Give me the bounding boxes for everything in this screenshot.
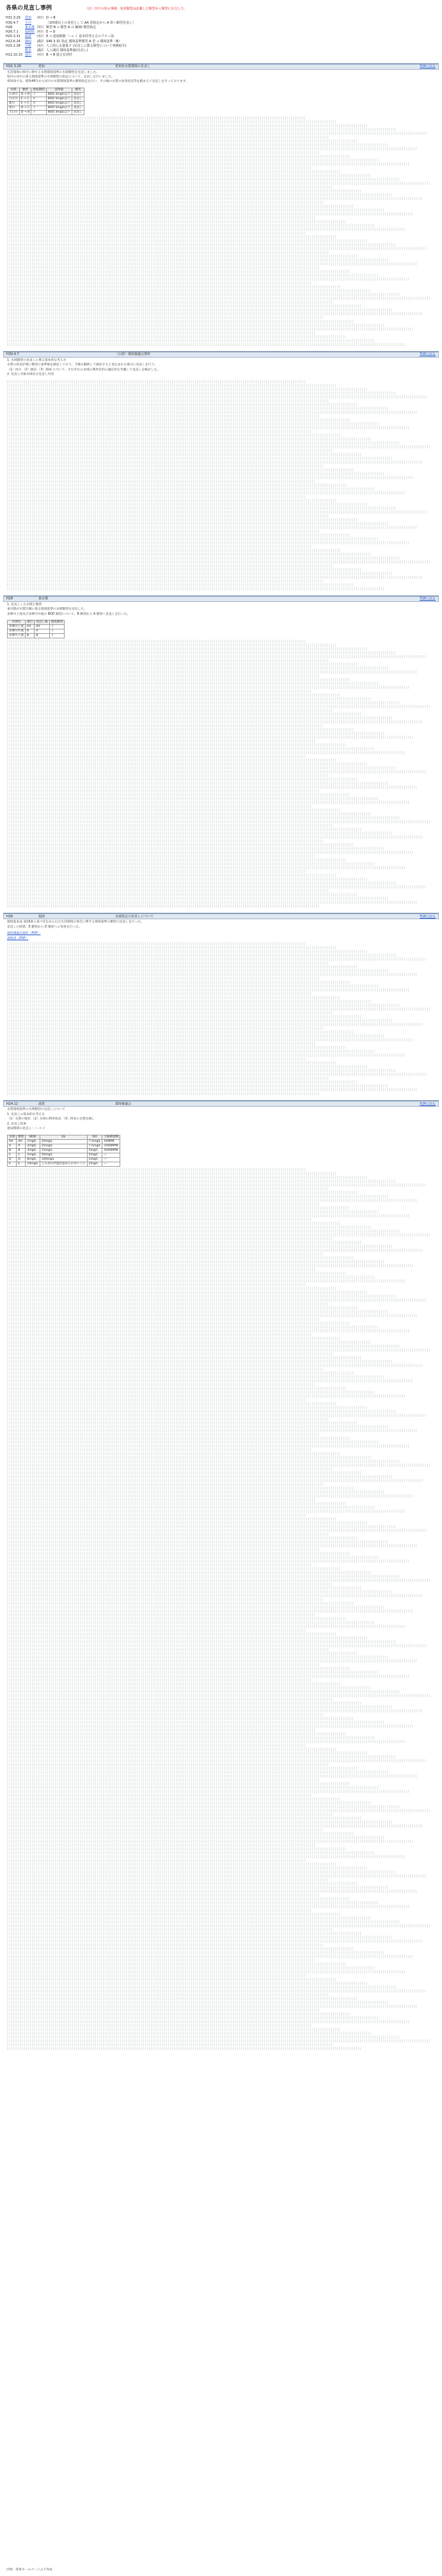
table-cell: イ bbox=[49, 625, 64, 629]
table-row bbox=[8, 97, 84, 101]
document-link[interactable]: 諮問書（PDF） bbox=[7, 937, 29, 941]
table-cell: 1mg/L bbox=[26, 1139, 40, 1144]
section-title: （公財）環境審議会資料 bbox=[115, 352, 151, 357]
table-cell: A bbox=[8, 1144, 17, 1148]
index-change: D → B bbox=[46, 16, 56, 20]
text-block bbox=[3, 942, 439, 1095]
index-date: H12.10.15 bbox=[6, 53, 23, 58]
index-pref[interactable]: 静岡 bbox=[25, 39, 32, 43]
table-cell: BOD 3mg/L以下 bbox=[46, 110, 72, 115]
table-cell: 3mg/L bbox=[26, 1148, 40, 1153]
table-cell: AA bbox=[8, 1139, 17, 1144]
index-date: H31.3.29 bbox=[6, 16, 20, 20]
section-header bbox=[3, 596, 439, 602]
section-body bbox=[3, 919, 439, 931]
table-cell: 25mg/L bbox=[40, 1148, 87, 1153]
table-cell: イ bbox=[49, 629, 64, 634]
index-water: 河川 bbox=[37, 53, 44, 58]
table-row bbox=[8, 625, 65, 629]
section-body bbox=[3, 358, 439, 379]
index-pref[interactable]: 小川 bbox=[25, 20, 32, 25]
index-date: H22.6.24 bbox=[6, 39, 20, 43]
section-pref: 東京都 bbox=[38, 597, 49, 601]
section-paragraph: 環境基本法 第16条に基づき定められた生活環境の保全に関する環境基準の類型の見直しを行った。 bbox=[7, 921, 144, 924]
table-cell: 見直し bbox=[72, 110, 84, 115]
table-row bbox=[8, 634, 65, 638]
table-cell: — bbox=[102, 1153, 120, 1157]
section-top[interactable]: TOPに戻る bbox=[419, 64, 436, 68]
index-row[interactable] bbox=[6, 16, 138, 20]
section-body bbox=[3, 1107, 439, 1133]
index-pref[interactable]: 熊本 bbox=[25, 49, 32, 52]
table-cell: AA bbox=[17, 1139, 26, 1144]
section-paragraph: 1. 水域類型の見直しに係る基本的な考え方 bbox=[7, 358, 67, 362]
index-date bbox=[6, 49, 25, 53]
table-header-cell: 類型 bbox=[19, 88, 31, 92]
index-row[interactable] bbox=[6, 26, 138, 30]
index-pref[interactable]: 兵庫 bbox=[25, 43, 32, 48]
section-top[interactable]: TOPに戻る bbox=[419, 597, 436, 601]
table-cell: D bbox=[17, 1157, 26, 1162]
table-cell: D bbox=[8, 1157, 17, 1162]
table-cell: 見直し bbox=[72, 106, 84, 110]
table-cell: 天白川 bbox=[8, 110, 20, 115]
table-cell: 5mg/L bbox=[26, 1153, 40, 1157]
index-water: 河川 bbox=[37, 35, 44, 39]
table-cell: ロ bbox=[31, 97, 46, 101]
table-row bbox=[8, 629, 65, 634]
table-cell: BOD 5mg/L以下 bbox=[46, 97, 72, 101]
index-water: 河川 bbox=[37, 16, 44, 20]
index-date: H26.7.1 bbox=[6, 30, 19, 34]
index-change: 類型 B → 類型 A の BOD 類型指定 bbox=[46, 25, 97, 29]
table-cell: イ bbox=[31, 106, 46, 110]
table-header-cell: 達成期間 bbox=[49, 620, 64, 625]
case-section bbox=[3, 1100, 439, 2050]
table-header-cell: 水域 bbox=[8, 88, 20, 92]
table-cell: イ bbox=[31, 110, 46, 115]
table-cell: E → C bbox=[19, 97, 31, 101]
section-paragraph: （1）水質の現状 （2）水域の利用状況 （3）将来の水質見通し bbox=[7, 1118, 95, 1121]
page-title: 各県の見直し事例 bbox=[6, 5, 52, 12]
section-top[interactable]: TOPに戻る bbox=[419, 1102, 436, 1106]
table-header-cell: 類型 bbox=[17, 1135, 26, 1139]
table-cell: D → B bbox=[19, 110, 31, 115]
text-block bbox=[3, 116, 439, 346]
table-cell: イ bbox=[31, 92, 46, 97]
section-paragraph: 生活環境の保全に関する水質環境基準の水域類型を見直しました。 bbox=[7, 70, 99, 74]
index-pref[interactable]: 富山 bbox=[25, 53, 32, 58]
index-row[interactable] bbox=[6, 21, 138, 26]
section-paragraph: 東京都が水質汚濁に係る環境基準の水域類型を見直した。 bbox=[7, 608, 87, 612]
table-cell: イ bbox=[49, 634, 64, 638]
section-paragraph: 水質の状況が現に類型の基準値を満足しており、今後も継続して満足すると見込まれる場合に見直しを行う。 bbox=[7, 363, 158, 367]
table-row bbox=[8, 92, 84, 97]
index-table bbox=[6, 16, 138, 58]
section-paragraph: 水質環境基準の水域類型の見直しについて bbox=[7, 1108, 66, 1112]
footer-note: 出典：各県ホームページより作成 bbox=[6, 2568, 52, 2572]
table-row bbox=[8, 1162, 120, 1166]
table-row bbox=[8, 1139, 120, 1144]
index-change: E → D bbox=[46, 30, 56, 34]
table-cell: ロ bbox=[31, 101, 46, 106]
case-section bbox=[3, 913, 439, 1095]
table-cell: 2mg/L bbox=[87, 1157, 102, 1162]
table-row bbox=[8, 1144, 120, 1148]
table-cell: D → C bbox=[19, 106, 31, 110]
document-link[interactable]: 環境審議会資料（PDF） bbox=[7, 932, 41, 936]
section-paragraph: 2. 見直し対象水域及び見直し内容 bbox=[7, 373, 54, 377]
table-cell: 5mg/L bbox=[87, 1148, 102, 1153]
section-table bbox=[7, 1135, 120, 1167]
case-section bbox=[3, 63, 439, 346]
table-cell: 五条川 bbox=[8, 92, 20, 97]
table-header-cell: 水域 bbox=[8, 1135, 17, 1139]
index-water: 湖沼 bbox=[37, 49, 44, 52]
index-change: S46.3.31 指定 環境基準類型 A 型 → 環境基準（B） bbox=[46, 39, 122, 43]
table-cell: 新川 bbox=[8, 101, 20, 106]
index-water: 湖沼 bbox=[37, 39, 44, 43]
section-date: H31.3.29 bbox=[6, 64, 21, 68]
table-cell: B bbox=[17, 1148, 26, 1153]
section-top[interactable]: TOPに戻る bbox=[419, 914, 436, 919]
index-pref[interactable]: 滋賀 bbox=[25, 35, 32, 39]
index-pref[interactable]: 東京都 bbox=[25, 25, 35, 29]
index-pref[interactable]: 愛知 bbox=[25, 16, 32, 20]
section-top[interactable]: TOPに戻る bbox=[419, 352, 436, 357]
section-date: H24.12 bbox=[6, 1102, 19, 1106]
index-row[interactable] bbox=[6, 53, 138, 58]
table-header-cell: 基準値 bbox=[46, 88, 72, 92]
table-cell: 見直し bbox=[72, 101, 84, 106]
table-header-cell: 見直し後 bbox=[35, 620, 49, 625]
section-pref: 愛知 bbox=[38, 64, 45, 68]
index-change: E → 達成期間 ハ → イ 基本的考え方のフロー図 bbox=[46, 35, 114, 39]
table-cell: BOD 5mg/L以下 bbox=[46, 101, 72, 106]
table-header-cell: 備考 bbox=[72, 88, 84, 92]
table-cell: 日光川 bbox=[8, 97, 20, 101]
table-cell: B bbox=[8, 1148, 17, 1153]
section-header bbox=[3, 1101, 439, 1107]
table-header-cell: 大腸菌群数 bbox=[102, 1135, 120, 1139]
section-date: H28 bbox=[6, 597, 13, 601]
text-block bbox=[3, 380, 439, 590]
index-pref[interactable]: 福岡県 bbox=[25, 30, 35, 34]
table-cell: 見直し bbox=[72, 97, 84, 101]
table-cell: 2mg/L bbox=[26, 1144, 40, 1148]
table-cell: C bbox=[17, 1153, 26, 1157]
table-cell: 25mg/L bbox=[40, 1144, 87, 1148]
section-header bbox=[3, 352, 439, 358]
table-row bbox=[8, 101, 84, 106]
index-date: H15.2.28 bbox=[6, 43, 20, 48]
table-cell: 5000MPN bbox=[102, 1148, 120, 1153]
table-cell: 25mg/L bbox=[40, 1139, 87, 1144]
table-cell: 50mg/L bbox=[40, 1153, 87, 1157]
section-paragraph: 1. 見直しの基本的な考え方 bbox=[7, 1112, 45, 1116]
table-cell: — bbox=[102, 1157, 120, 1162]
section-paragraph: （1）河川 （2）湖沼 （3）海域 について、それぞれの水域の利用目的の適応性を考慮して見直しを検討した。 bbox=[7, 368, 160, 372]
table-cell: B bbox=[35, 634, 49, 638]
index-date: H28 bbox=[6, 25, 13, 29]
index-row[interactable] bbox=[6, 44, 138, 49]
section-paragraph: 愛知県では、昭和46年から河川の水質環境基準の類型指定を行い、その後の水質の改善状況等を踏まえて見直しを行っております。 bbox=[7, 80, 189, 84]
table-cell: E → C bbox=[19, 101, 31, 106]
table-cell: 多摩川中流 bbox=[8, 629, 26, 634]
index-change: （1時間以上の変更として AA 県指定から A 県へ類型見直し） bbox=[46, 20, 136, 25]
table-cell: AA bbox=[35, 625, 49, 629]
index-water: 河川 bbox=[37, 25, 44, 29]
index-water: 河川 bbox=[37, 30, 44, 34]
table-row bbox=[8, 110, 84, 115]
table-row bbox=[8, 106, 84, 110]
section-title: 環境審議会 bbox=[115, 1102, 132, 1106]
table-cell: 2mg/L bbox=[87, 1162, 102, 1166]
section-header bbox=[3, 913, 439, 919]
case-section bbox=[3, 596, 439, 908]
index-date: H25.3.31 bbox=[6, 35, 20, 39]
section-paragraph: 2. 見直し結果 bbox=[7, 1122, 27, 1126]
table-cell: A bbox=[17, 1144, 26, 1148]
table-cell: 境川 bbox=[8, 106, 20, 110]
index-water: 河川 bbox=[37, 43, 44, 48]
table-cell: BOD 5mg/L以下 bbox=[46, 106, 72, 110]
table-cell: — bbox=[102, 1162, 120, 1166]
table-cell: ごみ等の浮遊が認められないこと bbox=[40, 1162, 87, 1166]
section-date: H26 bbox=[6, 914, 13, 919]
section-date: H30.4.7 bbox=[6, 352, 19, 357]
text-block bbox=[3, 1168, 439, 2050]
table-cell: 7.5mg/L bbox=[87, 1144, 102, 1148]
section-body bbox=[3, 602, 439, 619]
table-row bbox=[8, 1153, 120, 1157]
table-header-cell: BOD bbox=[26, 1135, 40, 1139]
section-paragraph: 見直しの結果、E 類型から D 類型への変更を行った。 bbox=[7, 925, 82, 929]
table-header-cell: DO bbox=[87, 1135, 102, 1139]
table-cell: 5mg/L bbox=[87, 1153, 102, 1157]
table-cell: E bbox=[17, 1162, 26, 1166]
case-section bbox=[3, 351, 439, 590]
index-date: H30.4.7 bbox=[6, 20, 19, 25]
index-change: 人工湖沼 環境基準値(見直し) bbox=[46, 49, 88, 52]
index-row[interactable] bbox=[6, 35, 138, 39]
section-paragraph: 多摩川上流及び多摩川中流の BOD 類型について、B 類型から A 類型へ見直しを行った。 bbox=[7, 612, 130, 616]
index-row[interactable] bbox=[6, 40, 138, 44]
table-cell: E bbox=[8, 1162, 17, 1166]
section-pref: 滋賀 bbox=[38, 1102, 45, 1106]
table-header-cell: SS bbox=[40, 1135, 87, 1139]
index-change: 人工的に水量低下 (見直しに係る類型について事例紹介) bbox=[46, 43, 127, 48]
index-water bbox=[37, 21, 46, 26]
section-paragraph: 1. 見直しした水域と類型 bbox=[7, 603, 42, 606]
section-title: 水域指定の見直しについて bbox=[115, 914, 154, 919]
section-paragraph: 県内の河川に係る環境基準の水域類型の指定について、見直しを行いました。 bbox=[7, 75, 114, 79]
section-paragraph: 達成期間の見直し：ハ → イ bbox=[7, 1127, 45, 1131]
table-cell: 50MPN bbox=[102, 1139, 120, 1144]
section-table bbox=[7, 620, 65, 638]
table-header-cell: 現行 bbox=[25, 620, 34, 625]
section-pref: 福岡 bbox=[38, 914, 45, 919]
table-cell: 8mg/L bbox=[26, 1157, 40, 1162]
table-cell: 7.5mg/L bbox=[87, 1139, 102, 1144]
table-cell: AA bbox=[25, 625, 34, 629]
table-cell: 10mg/L bbox=[26, 1162, 40, 1166]
table-cell: D → B bbox=[19, 92, 31, 97]
table-header-cell: 水域名 bbox=[8, 620, 26, 625]
table-cell: A bbox=[35, 629, 49, 634]
table-row bbox=[8, 1148, 120, 1153]
table-cell: 100mg/L bbox=[40, 1157, 87, 1162]
table-cell: BOD 3mg/L以下 bbox=[46, 92, 72, 97]
index-change: B → B 提言有効性 bbox=[46, 53, 72, 58]
table-cell: 多摩川上流 bbox=[8, 625, 26, 629]
table-cell: B bbox=[25, 629, 34, 634]
text-block bbox=[3, 640, 439, 908]
table-row bbox=[8, 1157, 120, 1162]
section-title: 愛知県水質環境の見直し bbox=[115, 64, 151, 68]
section-body bbox=[3, 70, 439, 86]
table-cell: C bbox=[8, 1153, 17, 1157]
section-table bbox=[7, 88, 84, 115]
table-cell: 見直し bbox=[72, 92, 84, 97]
table-cell: 1000MPN bbox=[102, 1144, 120, 1148]
table-header-cell: 達成期間 bbox=[31, 88, 46, 92]
top-note: （注）ＨＰの県の事例。変更類型は記載した類型から類型に区分した。 bbox=[84, 7, 187, 11]
section-header bbox=[3, 64, 439, 70]
table-cell: B bbox=[25, 634, 34, 638]
table-cell: 多摩川下流 bbox=[8, 634, 26, 638]
